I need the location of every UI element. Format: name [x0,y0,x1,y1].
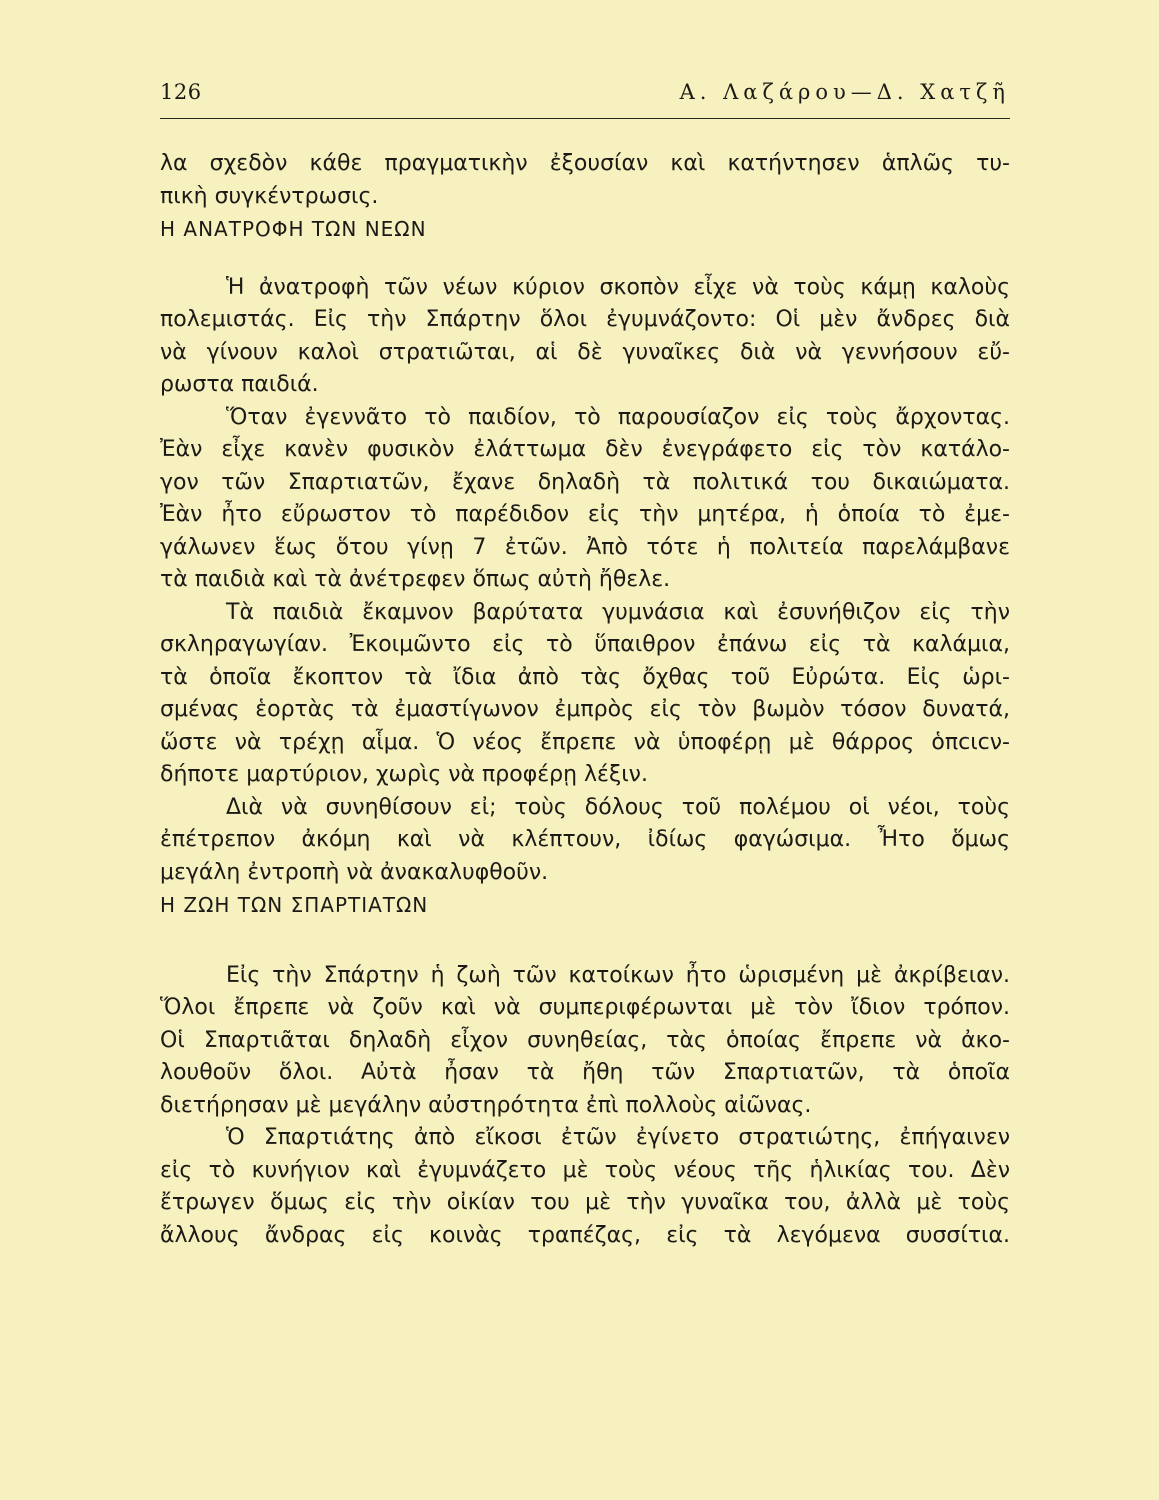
text-line: Οἱ Σπαρτιᾶται δηλαδὴ εἶχον συνηθείας, τὰς ὁποίας ἔπρεπε νὰ ἀκο- [160,1027,1010,1053]
text-line: ὥστε νὰ τρέχῃ αἷμα. Ὁ νέος ἔπρεπε νὰ ὑποφέρῃ μὲ θάρρος ὁπcιcν- [160,729,1010,755]
text-line: ἔτρωγεν ὅμως εἰς τὴν οἰκίαν του μὲ τὴν γυναῖκα του, ἀλλὰ μὲ τοὺς [160,1190,1010,1215]
running-head: Α. Λαζάρου—Δ. Χατζῆ [679,80,1010,104]
text-line: ἄλλους ἄνδρας εἰς κοινὰς τραπέζας, εἰς τὰ λεγόμενα συσσίτια. [160,1222,1010,1248]
page-header [160,80,1010,114]
paragraph [160,1122,1010,1252]
paragraph [160,272,1010,402]
paragraph [160,597,1010,792]
text-line: σκληραγωγίαν. Ἐκοιμῶντο εἰς τὸ ὕπαιθρον ἐπάνω εἰς τὰ καλάμια, [160,632,1010,657]
text-line: δήποτε μαρτύριον, χωρὶς νὰ προφέρῃ λέξιν. [160,762,648,787]
text-line: εἰς τὸ κυνήγιον καὶ ἐγυμνάζετο μὲ τοὺς νέους τῆς ἡλικίας του. Δὲν [160,1157,1010,1183]
paragraph [160,402,1010,597]
text-line: διετήρησαν μὲ μεγάλην αὐστηρότητα ἐπὶ πολλοὺς αἰῶνας. [160,1092,812,1118]
section-heading-life: Η ΖΩΗ ΤΩΝ ΣΠΑΡΤΙΑΤΩΝ [160,893,429,917]
text-line: ἐπέτρεπον ἀκόμη καὶ νὰ κλέπτουν, ἰδίως φαγώσιμα. Ἦτο ὅμως [160,827,1010,852]
text-line: Ὅλοι ἔπρεπε νὰ ζοῦν καὶ νὰ συμπεριφέρωνται μὲ τὸν ἴδιον τρόπον. [160,995,1010,1020]
text-line: Διὰ νὰ συνηθίσουν εἰ; τοὺς δόλους τοῦ πολέμου οἱ νέοι, τοὺς [226,794,1010,820]
text-line: Τὰ παιδιὰ ἔκαμνον βαρύτατα γυμνάσια καὶ ἐσυνήθιζον εἰς τὴν [226,599,1010,625]
text-line: πικὴ συγκέντρωσις. [160,183,379,209]
text-line: γον τῶν Σπαρτιατῶν, ἔχανε δηλαδὴ τὰ πολιτικά του δικαιώματα. [160,469,1010,495]
intro-paragraph [160,148,1010,213]
text-line: Εἰς τὴν Σπάρτην ἡ ζωὴ τῶν κατοίκων ἦτο ὡρισμένη μὲ ἀκρίβειαν. [226,962,1010,988]
paragraph [160,960,1010,1123]
section-heading-upbringing: Η ΑΝΑΤΡΟΦΗ ΤΩΝ ΝΕΩΝ [160,217,427,241]
text-line: γάλωνεν ἕως ὅτου γίνῃ 7 ἐτῶν. Ἀπὸ τότε ἡ πολιτεία παρελάμβανε [160,534,1010,560]
text-line: τὰ ὁποῖα ἔκοπτον τὰ ἴδια ἀπὸ τὰς ὄχθας τοῦ Εὐρώτα. Εἰς ὡρι- [160,664,1010,690]
text-line: πολεμιστάς. Εἰς τὴν Σπάρτην ὅλοι ἐγυμνάζοντο: Οἱ μὲν ἄνδρες διὰ [160,307,1010,332]
text-line: νὰ γίνουν καλοὶ στρατιῶται, αἱ δὲ γυναῖκες διὰ νὰ γεννήσουν εὔ- [160,339,1010,365]
text-line: σμένας ἑορτὰς τὰ ἐμαστίγωνον ἐμπρὸς εἰς τὸν βωμὸν τόσον δυνατά, [160,697,1010,722]
text-line: Ἐὰν ἦτο εὔρωστον τὸ παρέδιδον εἰς τὴν μητέρα, ἡ ὁποία τὸ ἐμε- [160,502,1010,527]
header-rule [160,118,1010,119]
page-number: 126 [160,80,202,104]
text-line: Ὅταν ἐγεννᾶτο τὸ παιδίον, τὸ παρουσίαζον εἰς τοὺς ἄρχοντας. [226,404,1010,430]
page-body [160,148,1010,1252]
paragraph [160,792,1010,890]
text-line: ρωστα παιδιά. [160,372,319,397]
text-line: Ἡ ἀνατροφὴ τῶν νέων κύριον σκοπὸν εἶχε νὰ τοὺς κάμῃ καλοὺς [226,274,1010,300]
text-line: μεγάλη ἐντροπὴ νὰ ἀνακαλυφθοῦν. [160,859,549,885]
text-line: λουθοῦν ὅλοι. Αὐτὰ ἦσαν τὰ ἤθη τῶν Σπαρτιατῶν, τὰ ὁποῖα [160,1060,1010,1085]
text-line: λα σχεδὸν κάθε πραγματικὴν ἐξουσίαν καὶ κατήντησεν ἁπλῶς τυ- [160,151,1010,176]
text-line: Ὁ Σπαρτιάτης ἀπὸ εἴκοσι ἐτῶν ἐγίνετο στρατιώτης, ἐπήγαινεν [226,1125,1010,1150]
text-line: τὰ παιδιὰ καὶ τὰ ἀνέτρεφεν ὅπως αὐτὴ ἤθελε. [160,567,671,592]
text-line: Ἐὰν εἶχε κανὲν φυσικὸν ἐλάττωμα δὲν ἐνεγράφετο εἰς τὸν κατάλο- [160,437,1010,462]
